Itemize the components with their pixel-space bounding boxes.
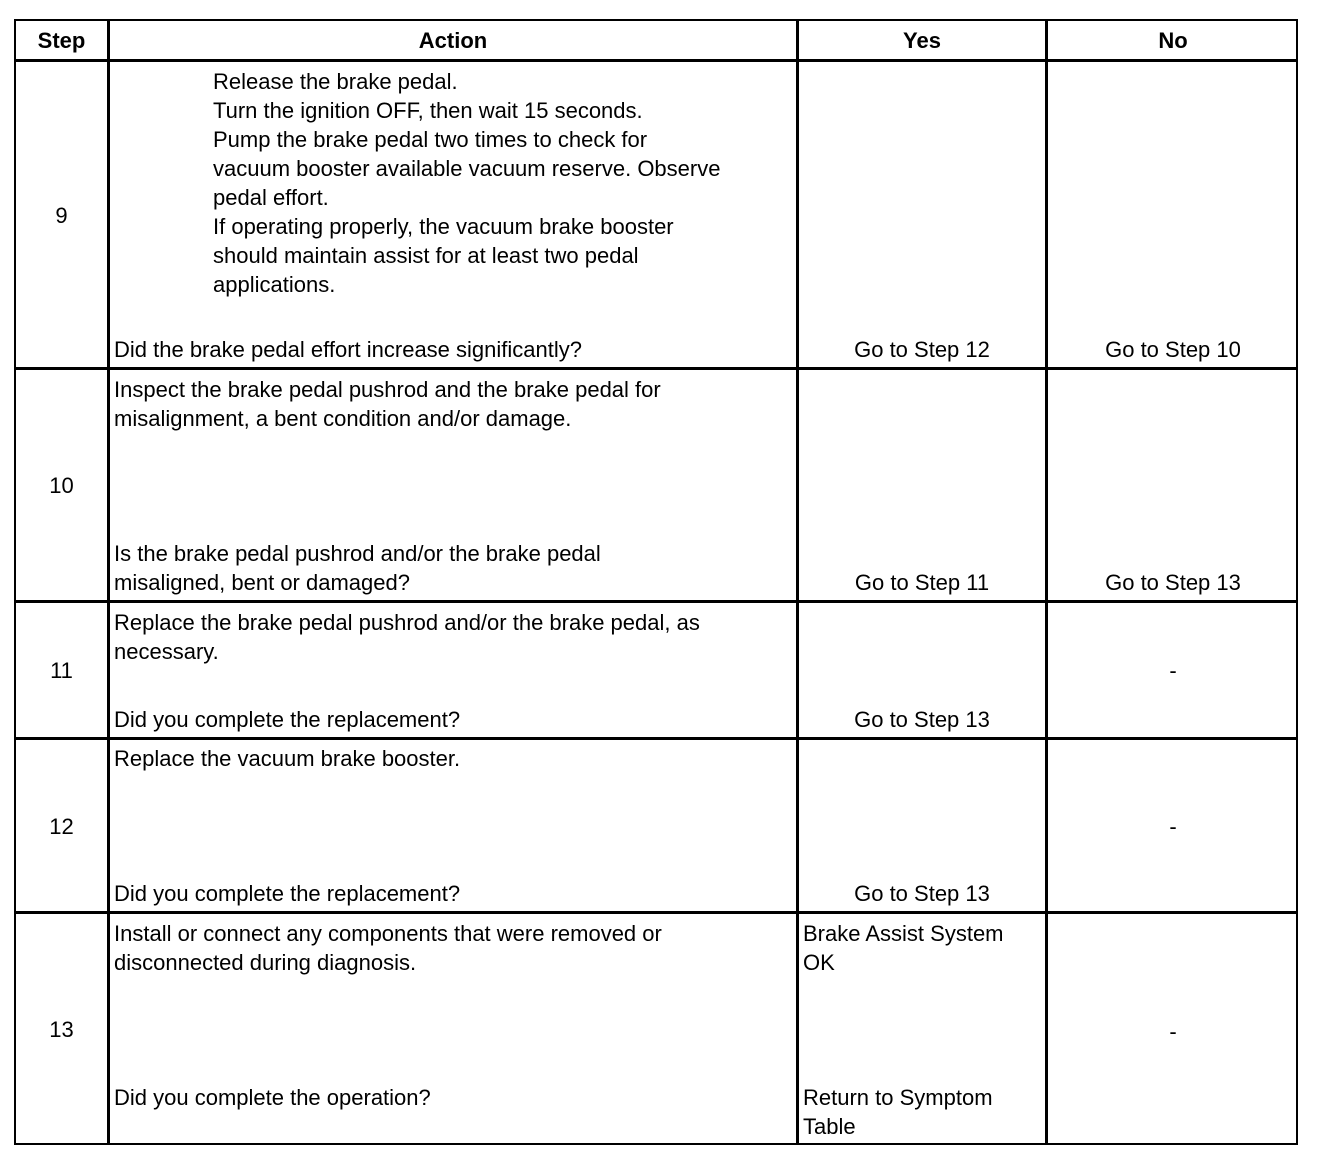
action-question: [114, 335, 582, 364]
action-line: applications.: [213, 272, 336, 297]
step-number: 13: [49, 1017, 74, 1042]
action-line: Release the brake pedal.: [213, 69, 458, 94]
yes-result: Go to Step 13: [854, 881, 990, 906]
action-question: [114, 705, 460, 734]
action-instructions: [213, 67, 720, 299]
action-instructions: [114, 608, 700, 666]
row-divider: [16, 911, 1296, 914]
row-divider: [16, 367, 1296, 370]
diagnostic-table: [14, 19, 1298, 1145]
header-yes: Yes: [903, 28, 941, 53]
no-result: Go to Step 13: [1105, 570, 1241, 595]
yes-result: Go to Step 12: [854, 337, 990, 362]
no-result: -: [1169, 658, 1177, 683]
column-divider: [107, 21, 110, 1143]
question-line: Did you complete the operation?: [114, 1085, 431, 1110]
action-line: necessary.: [114, 639, 219, 664]
action-question: [114, 879, 460, 908]
step-number: 12: [49, 814, 74, 839]
yes-result: Go to Step 11: [854, 570, 990, 595]
row-divider: [16, 737, 1296, 740]
action-question: [114, 1083, 431, 1112]
step-number: 10: [49, 473, 74, 498]
action-line: Inspect the brake pedal pushrod and the brake pedal for: [114, 377, 661, 402]
header-step: Step: [37, 28, 86, 53]
yes-line: Brake Assist System: [803, 921, 1004, 946]
no-result: -: [1169, 814, 1177, 839]
action-line: pedal effort.: [213, 185, 329, 210]
question-line: Did the brake pedal effort increase significantly?: [114, 337, 582, 362]
action-line: misalignment, a bent condition and/or damage.: [114, 406, 572, 431]
row-divider: [16, 600, 1296, 603]
yes-result: [803, 1083, 993, 1141]
no-result: Go to Step 10: [1105, 337, 1241, 362]
header-no: No: [1158, 28, 1188, 53]
question-line: Is the brake pedal pushrod and/or the brake pedal: [114, 541, 601, 566]
action-line: disconnected during diagnosis.: [114, 950, 417, 975]
yes-result: Go to Step 13: [854, 707, 990, 732]
action-line: Replace the brake pedal pushrod and/or the brake pedal, as: [114, 610, 700, 635]
action-line: Replace the vacuum brake booster.: [114, 746, 461, 771]
action-instructions: [114, 744, 460, 773]
action-line: If operating properly, the vacuum brake booster: [213, 214, 674, 239]
yes-result-top: [803, 919, 1004, 977]
action-instructions: [114, 919, 662, 977]
action-line: Install or connect any components that were removed or: [114, 921, 662, 946]
header-action: Action: [418, 28, 488, 53]
action-line: vacuum booster available vacuum reserve. Observe: [213, 156, 721, 181]
action-line: Pump the brake pedal two times to check for: [213, 127, 648, 152]
action-line: Turn the ignition OFF, then wait 15 seconds.: [213, 98, 643, 123]
step-number: 11: [50, 658, 73, 683]
no-result: -: [1169, 1019, 1177, 1044]
question-line: misaligned, bent or damaged?: [114, 570, 410, 595]
action-line: should maintain assist for at least two pedal: [213, 243, 639, 268]
question-line: Did you complete the replacement?: [114, 707, 461, 732]
yes-line: Table: [803, 1114, 856, 1139]
action-instructions: [114, 375, 661, 433]
step-number: 9: [55, 203, 68, 228]
action-question: [114, 539, 601, 597]
yes-line: Return to Symptom: [803, 1085, 993, 1110]
question-line: Did you complete the replacement?: [114, 881, 461, 906]
yes-line: OK: [803, 950, 835, 975]
